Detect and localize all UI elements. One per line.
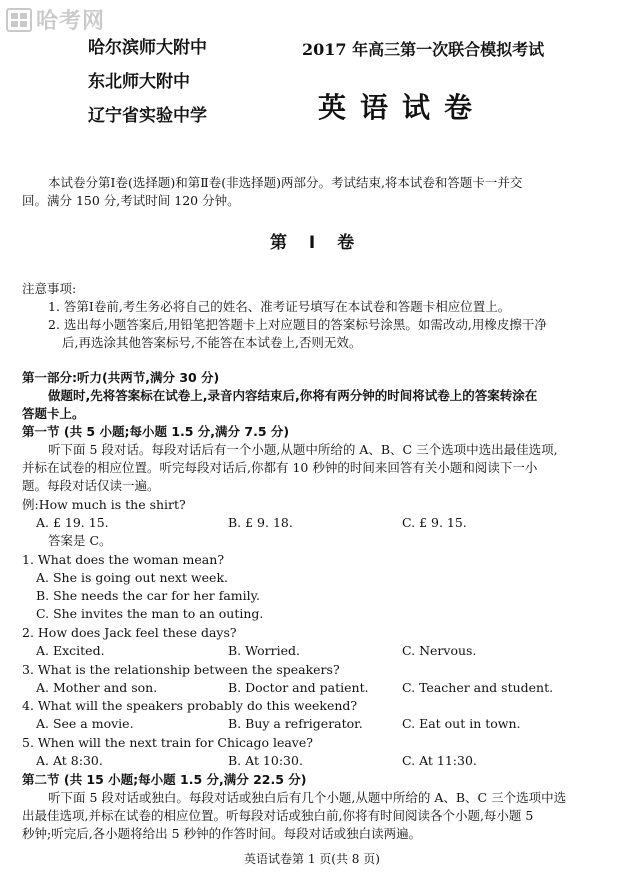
watermark-text: 哈考网 bbox=[36, 9, 106, 34]
intro-line-1: 本试卷分第Ⅰ卷(选择题)和第Ⅱ卷(非选择题)两部分。考试结束,将本试卷和答题卡一并交 bbox=[48, 175, 523, 190]
q1-option-c: C. She invites the man to an outing. bbox=[36, 606, 264, 621]
example-option-a: A. £ 19. 15. bbox=[36, 515, 109, 530]
question-1: 1. What does the woman mean? bbox=[22, 552, 225, 567]
q4-option-c: C. Eat out in town. bbox=[402, 716, 521, 731]
example-question: 例:How much is the shirt? bbox=[22, 497, 186, 512]
school-name-1: 哈尔滨师大附中 bbox=[88, 38, 207, 58]
example-option-b: B. £ 9. 18. bbox=[228, 515, 293, 530]
q2-option-a: A. Excited. bbox=[36, 643, 105, 658]
notice-item-2: 2. 选出每小题答案后,用铅笔把答题卡上对应题目的答案标号涂黑。如需改动,用橡皮擦干净 bbox=[48, 317, 547, 332]
q2-option-c: C. Nervous. bbox=[402, 643, 477, 658]
q4-option-b: B. Buy a refrigerator. bbox=[228, 716, 363, 731]
question-2: 2. How does Jack feel these days? bbox=[22, 625, 237, 640]
section1-instruction-1: 听下面 5 段对话。每段对话后有一个小题,从题中所给的 A、B、C 三个选项中选出最佳选项, bbox=[48, 442, 558, 457]
section1-title: 第一节 (共 5 小题;每小题 1.5 分,满分 7.5 分) bbox=[22, 424, 290, 439]
q3-option-c: C. Teacher and student. bbox=[402, 680, 554, 695]
question-5: 5. When will the next train for Chicago leave? bbox=[22, 735, 313, 750]
q4-option-a: A. See a movie. bbox=[36, 716, 134, 731]
part1-title: 第一部分:听力(共两节,满分 30 分) bbox=[22, 370, 220, 385]
section2-title: 第二节 (共 15 小题;每小题 1.5 分,满分 22.5 分) bbox=[22, 772, 307, 787]
watermark-logo bbox=[6, 4, 105, 35]
school-name-3: 辽宁省实验中学 bbox=[88, 106, 207, 126]
section2-instruction-3: 秒钟;听完后,各小题将给出 5 秒钟的作答时间。每段对话或独白读两遍。 bbox=[22, 826, 422, 841]
q5-option-b: B. At 10:30. bbox=[228, 753, 303, 768]
volume-heading: 第 Ⅰ 卷 bbox=[270, 233, 363, 253]
q5-option-c: C. At 11:30. bbox=[402, 753, 477, 768]
school-name-2: 东北师大附中 bbox=[88, 72, 190, 92]
grid-logo-icon bbox=[6, 8, 32, 32]
q3-option-b: B. Doctor and patient. bbox=[228, 680, 369, 695]
subject-title: 英语试卷 bbox=[318, 91, 487, 124]
part1-instruction-1: 做题时,先将答案标在试卷上,录音内容结束后,你将有两分钟的时间将试卷上的答案转涂在 bbox=[48, 388, 538, 403]
exam-title: 2017 年高三第一次联合模拟考试 bbox=[302, 40, 545, 59]
section1-instruction-3: 题。每段对话仅读一遍。 bbox=[22, 478, 160, 493]
example-answer: 答案是 C。 bbox=[48, 533, 112, 548]
part1-instruction-2: 答题卡上。 bbox=[22, 406, 85, 421]
section2-instruction-1: 听下面 5 段对话或独白。每段对话或独白后有几个小题,从题中所给的 A、B、C 三个选项中选 bbox=[48, 790, 567, 805]
q2-option-b: B. Worried. bbox=[228, 643, 300, 658]
page-footer: 英语试卷第 1 页(共 8 页) bbox=[244, 852, 380, 866]
question-3: 3. What is the relationship between the speakers? bbox=[22, 662, 340, 677]
section2-instruction-2: 出最佳选项,并标在试卷的相应位置。听每段对话或独白前,你将有时间阅读各个小题,每小题 5 bbox=[22, 808, 534, 823]
notice-item-1: 1. 答第Ⅰ卷前,考生务必将自己的姓名、准考证号填写在本试卷和答题卡相应位置上。 bbox=[48, 299, 511, 314]
q1-option-a: A. She is going out next week. bbox=[36, 570, 229, 585]
q5-option-a: A. At 8:30. bbox=[36, 753, 103, 768]
intro-line-2: 回。满分 150 分,考试时间 120 分钟。 bbox=[22, 193, 240, 208]
example-option-c: C. £ 9. 15. bbox=[402, 515, 467, 530]
q3-option-a: A. Mother and son. bbox=[36, 680, 158, 695]
notice-title: 注意事项: bbox=[22, 281, 77, 296]
q1-option-b: B. She needs the car for her family. bbox=[36, 588, 260, 603]
section1-instruction-2: 并标在试卷的相应位置。听完每段对话后,你都有 10 秒钟的时间来回答有关小题和阅读下一小 bbox=[22, 460, 538, 475]
notice-item-2-cont: 后,再选涂其他答案标号,不能答在本试卷上,否则无效。 bbox=[62, 335, 362, 350]
question-4: 4. What will the speakers probably do this weekend? bbox=[22, 698, 358, 713]
